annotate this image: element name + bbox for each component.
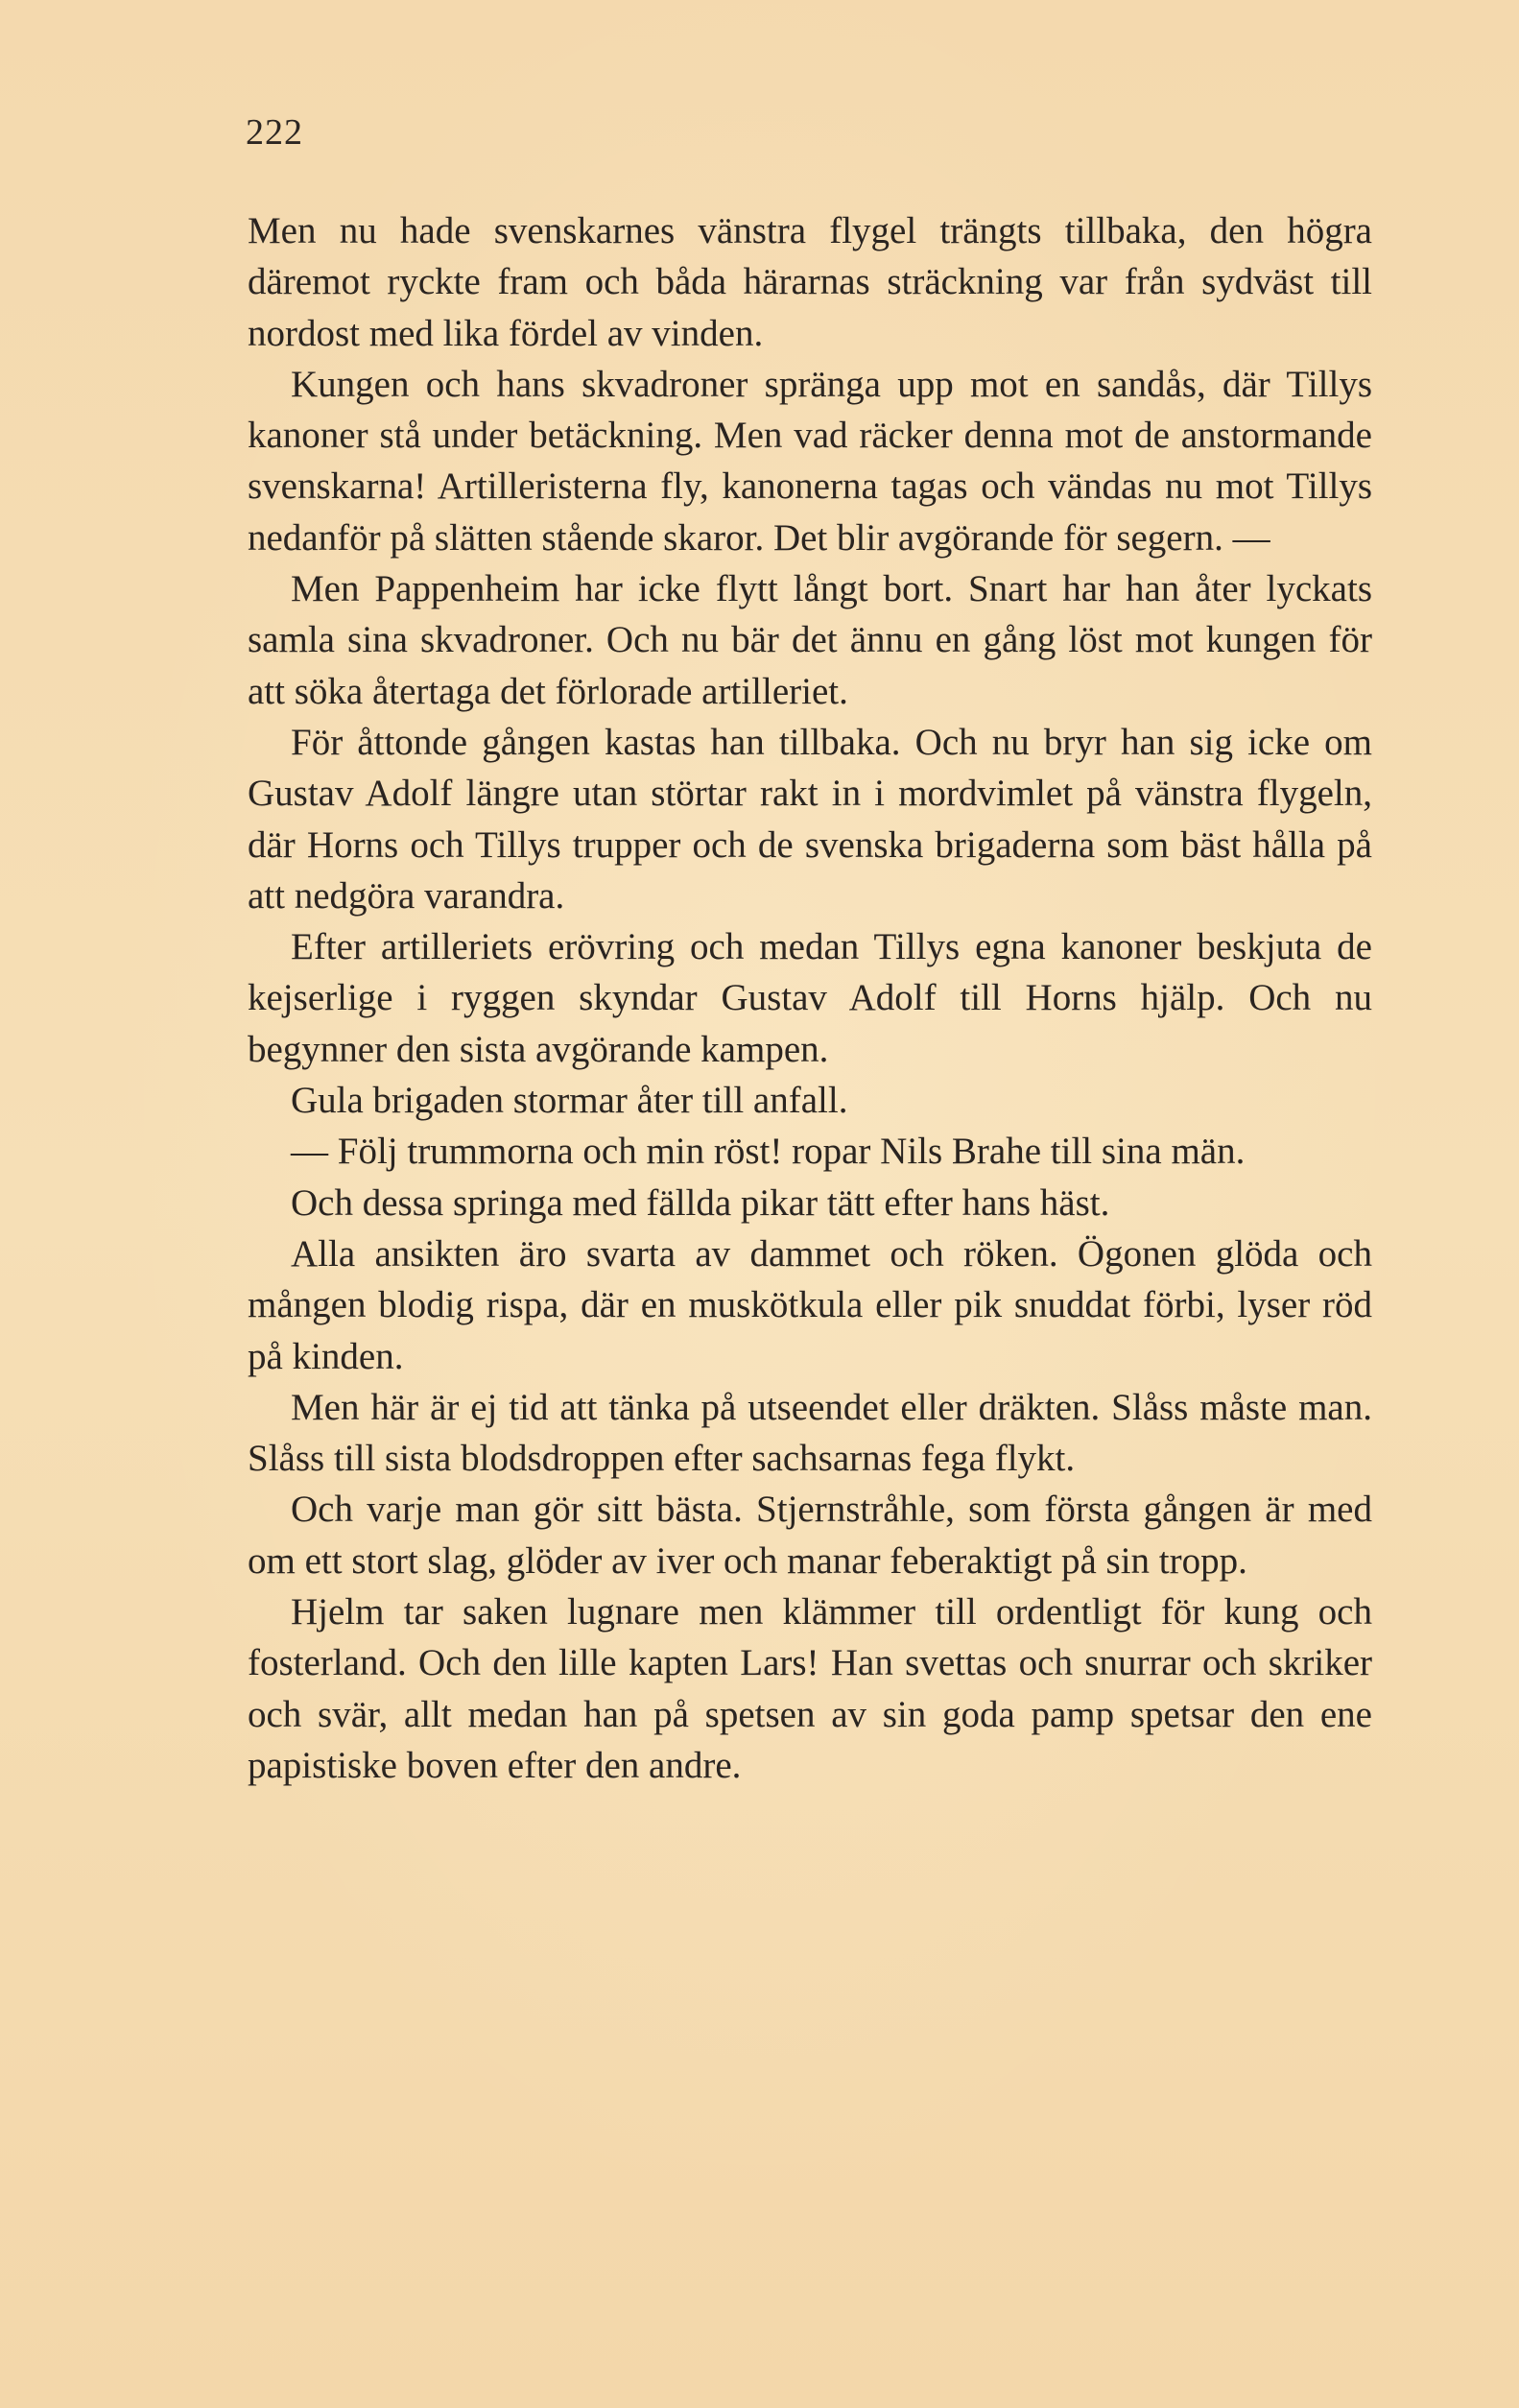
- paragraph: Men här är ej tid att tänka på utseendet eller dräkten. Slåss måste man. Slåss till sista blodsdroppen efter sachsarnas fega flykt.: [248, 1386, 1372, 1480]
- page-number: 222: [246, 112, 303, 153]
- paragraph: Kungen och hans skvadroner spränga upp mot en sandås, där Tillys kanoner stå under betäckning. Men vad räcker denna mot de anstormande svenskarna! Artilleristerna fly, kanonerna tagas och vändas nu mot Tillys nedanför på slätten stående skaror. Det blir avgörande för segern. —: [248, 363, 1372, 559]
- body-text: [248, 205, 1372, 1791]
- paragraph: Efter artilleriets erövring och medan Tillys egna kanoner beskjuta de kejserlige i ryggen skyndar Gustav Adolf till Horns hjälp. Och nu begynner den sista avgörande kampen.: [248, 926, 1372, 1070]
- paragraph: Men Pappenheim har icke flytt långt bort. Snart har han åter lyckats samla sina skvadroner. Och nu bär det ännu en gång löst mot kungen för att söka återtaga det förlorade artilleriet.: [248, 568, 1372, 712]
- paragraph: För åttonde gången kastas han tillbaka. Och nu bryr han sig icke om Gustav Adolf längre utan störtar rakt in i mordvimlet på vänstra flygeln, där Horns och Tillys trupper och de svenska brigaderna som bäst hålla på att nedgöra varandra.: [248, 721, 1372, 917]
- paragraph: Och varje man gör sitt bästa. Stjernstråhle, som första gången är med om ett stort slag, glöder av iver och manar feberaktigt på sin tropp.: [248, 1489, 1372, 1582]
- paragraph: Hjelm tar saken lugnare men klämmer till ordentligt för kung och fosterland. Och den lille kapten Lars! Han svettas och snurrar och skriker och svär, allt medan han på spetsen av sin goda pamp spetsar den ene papistiske boven efter den andre.: [248, 1591, 1372, 1786]
- paragraph: Och dessa springa med fällda pikar tätt efter hans häst.: [291, 1181, 1110, 1224]
- paragraph: Men nu hade svenskarnes vänstra flygel trängts tillbaka, den högra däremot ryckte fram och båda härarnas sträckning var från sydväst till nordost med lika fördel av vinden.: [248, 210, 1372, 354]
- paragraph: Gula brigaden stormar åter till anfall.: [291, 1080, 848, 1122]
- paragraph: Alla ansikten äro svarta av dammet och röken. Ögonen glöda och mången blodig rispa, där en muskötkula eller pik snuddat förbi, lyser röd på kinden.: [248, 1232, 1372, 1377]
- paragraph: — Följ trummorna och min röst! ropar Nils Brahe till sina män.: [291, 1131, 1246, 1173]
